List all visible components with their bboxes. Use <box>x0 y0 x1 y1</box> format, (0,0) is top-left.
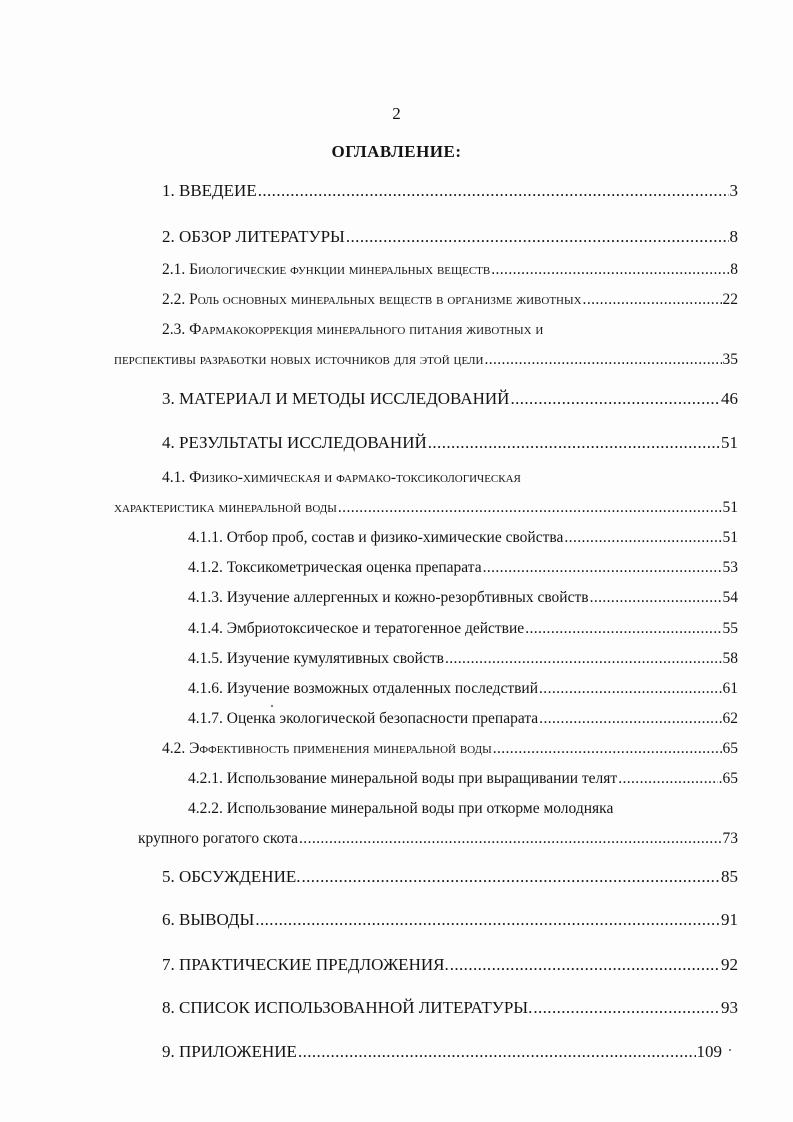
toc-entry-literature-review[interactable] <box>162 228 738 245</box>
toc-entry-page: 22 <box>722 291 738 308</box>
toc-entry-label: 4.1.1. Отбор проб, состав и физико-химические свойства <box>188 529 564 546</box>
dot-leader <box>618 771 717 787</box>
dot-leader <box>346 228 729 245</box>
toc-entry-page: 62 <box>722 710 738 727</box>
toc-entry-label: крупного рогатого скота <box>138 830 299 847</box>
toc-entry-introduction[interactable] <box>162 182 738 199</box>
toc-entry-label: 8. СПИСОК ИСПОЛЬЗОВАННОЙ ЛИТЕРАТУРЫ. <box>162 998 533 1017</box>
dot-leader <box>450 956 720 973</box>
toc-entry-4-2-2[interactable] <box>138 831 738 847</box>
toc-entry-4-1-5[interactable] <box>188 651 738 667</box>
dot-leader <box>525 621 721 637</box>
toc-entry-label: характеристика минеральной воды <box>114 499 337 516</box>
toc-entry-4-1-4[interactable] <box>188 621 738 637</box>
toc-entry-4-1-7[interactable] <box>188 711 738 727</box>
dot-leader <box>484 352 721 368</box>
toc-entry-page: 51 <box>722 529 738 546</box>
toc-entry-4-2[interactable] <box>162 741 738 757</box>
toc-entry-label: 2.1. Биологические функции минеральных веществ <box>162 261 491 278</box>
toc-entry-2-1[interactable] <box>162 262 738 278</box>
scan-speck <box>271 705 273 707</box>
toc-entry-page: 35 <box>722 351 738 368</box>
dot-leader <box>539 711 721 727</box>
toc-entry-2-2[interactable] <box>162 292 738 308</box>
toc-entry-page: 65 <box>722 740 738 757</box>
toc-title: ОГЛАВЛЕНИЕ: <box>331 142 462 161</box>
toc-entry-4-1-first-line: 4.1. Физико-химическая и фармако-токсикологическая <box>162 469 521 486</box>
toc-entry-appendix[interactable] <box>162 1043 722 1060</box>
dot-leader <box>298 1043 696 1060</box>
toc-entry-practical-proposals[interactable] <box>162 956 738 973</box>
toc-entry-page: 91 <box>721 910 738 929</box>
toc-entry-4-1-6[interactable] <box>188 681 738 697</box>
toc-entry-label: 4.1.2. Токсикометрическая оценка препарата <box>188 559 482 576</box>
toc-entry-4-1-2[interactable] <box>188 560 738 576</box>
dot-leader <box>338 500 722 516</box>
toc-entry-label: 4. РЕЗУЛЬТАТЫ ИССЛЕДОВАНИЙ <box>162 433 427 452</box>
toc-entry-page: 93 <box>721 998 738 1017</box>
toc-entry-4-1-3[interactable] <box>188 590 738 606</box>
toc-entry-label: 1. ВВЕДЕИЕ <box>162 181 257 200</box>
dot-leader <box>428 434 720 451</box>
toc-entry-label: 4.2. Эффективность применения минеральной воды <box>162 740 492 757</box>
toc-entry-page: 85 <box>721 867 738 886</box>
dot-leader <box>583 292 722 308</box>
toc-entry-4-1-1[interactable] <box>188 530 738 546</box>
toc-entry-4-1[interactable] <box>114 500 738 516</box>
toc-entry-materials-methods[interactable] <box>162 390 738 407</box>
toc-entry-label: 7. ПРАКТИЧЕСКИЕ ПРЕДЛОЖЕНИЯ. <box>162 955 449 974</box>
dot-leader <box>258 182 729 199</box>
toc-entry-page: .65 <box>718 770 738 787</box>
toc-entry-label: 6. ВЫВОДЫ <box>162 910 255 929</box>
toc-entry-label: 2.2. Роль основных минеральных веществ в организме животных <box>162 291 582 308</box>
toc-entry-label: 4.2.1. Использование минеральной воды при выращивании телят <box>188 770 618 787</box>
toc-entry-page: 58 <box>722 650 738 667</box>
toc-entry-page: 53 <box>722 559 738 576</box>
toc-entry-page: 55 <box>722 620 738 637</box>
toc-entry-label: 4.1.3. Изучение аллергенных и кожно-резорбтивных свойств <box>188 589 589 606</box>
toc-entry-label: 4.1.5. Изучение кумулятивных свойств <box>188 650 444 667</box>
toc-entry-label: 4.1.7. Оценка экологической безопасности препарата <box>188 710 539 727</box>
page-number: 2 <box>392 104 401 123</box>
toc-entry-page: 109 <box>696 1042 722 1061</box>
toc-entry-label: 3. МАТЕРИАЛ И МЕТОДЫ ИССЛЕДОВАНИЙ <box>162 389 510 408</box>
dot-leader <box>493 741 722 757</box>
toc-entry-label: 5. ОБСУЖДЕНИЕ. <box>162 867 301 886</box>
toc-entry-page: 54 <box>722 589 738 606</box>
toc-entry-page: 8 <box>730 261 738 278</box>
scan-speck <box>729 1049 731 1051</box>
dot-leader <box>590 590 722 606</box>
toc-entry-page: 46 <box>721 389 738 408</box>
toc-entry-page: 51 <box>721 433 738 452</box>
dot-leader <box>539 681 721 697</box>
toc-entry-label: 2. ОБЗОР ЛИТЕРАТУРЫ <box>162 227 345 246</box>
dot-leader <box>255 911 720 928</box>
toc-entry-page: 73 <box>722 830 738 847</box>
toc-entry-label: перспективы разработки новых источников для этой цели <box>114 351 484 368</box>
toc-entry-page: 92 <box>721 955 738 974</box>
toc-entry-page: 51 <box>722 499 738 516</box>
dot-leader <box>491 262 729 278</box>
toc-entry-results[interactable] <box>162 434 738 451</box>
toc-entry-label: 4.1.6. Изучение возможных отдаленных последствий <box>188 680 539 697</box>
toc-entry-2-3[interactable] <box>114 352 738 368</box>
toc-entry-label: 9. ПРИЛОЖЕНИЕ <box>162 1042 297 1061</box>
dot-leader <box>445 651 722 667</box>
dot-leader <box>483 560 722 576</box>
toc-entry-4-2-2-first-line: 4.2.2. Использование минеральной воды при откорме молодняка <box>188 800 614 817</box>
dot-leader <box>299 831 721 847</box>
dot-leader <box>533 999 720 1016</box>
dot-leader <box>510 390 720 407</box>
toc-entry-references[interactable] <box>162 999 738 1016</box>
dot-leader <box>301 868 720 885</box>
toc-entry-discussion[interactable] <box>162 868 738 885</box>
toc-entry-page: 8 <box>729 227 738 246</box>
toc-entry-conclusions[interactable] <box>162 911 738 928</box>
toc-entry-page: 3 <box>729 181 738 200</box>
toc-entry-2-3-first-line: 2.3. Фармакокоррекция минерального питания животных и <box>162 321 544 338</box>
dot-leader <box>564 530 721 546</box>
toc-entry-label: 4.1.4. Эмбриотоксическое и тератогенное действие <box>188 620 525 637</box>
toc-entry-page: 61 <box>722 680 738 697</box>
toc-entry-4-2-1[interactable] <box>188 771 738 787</box>
